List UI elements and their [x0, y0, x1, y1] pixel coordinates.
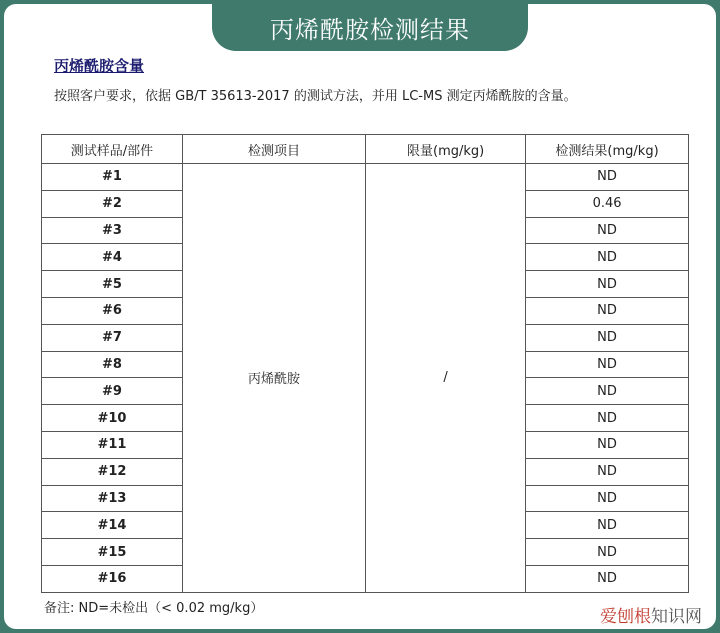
cell-result: ND [526, 324, 689, 351]
footnote: 备注: ND=未检出（< 0.02 mg/kg） [44, 601, 264, 616]
cell-sample: #12 [42, 458, 183, 485]
cell-result: ND [526, 217, 689, 244]
watermark-part2: 知识网 [651, 607, 702, 627]
header-sample: 测试样品/部件 [42, 135, 183, 164]
intro-text: 按照客户要求，依据 GB/T 35613-2017 的测试方法，并用 LC-MS 测定丙烯酰胺的含量。 [54, 89, 577, 104]
cell-result: ND [526, 351, 689, 378]
cell-sample: #16 [42, 565, 183, 592]
cell-result: ND [526, 512, 689, 539]
cell-item: 丙烯酰胺 [182, 164, 365, 593]
cell-sample: #6 [42, 297, 183, 324]
results-table [41, 134, 689, 593]
header-item: 检测项目 [182, 135, 365, 164]
cell-result: ND [526, 539, 689, 566]
cell-result: 0.46 [526, 190, 689, 217]
cell-sample: #14 [42, 512, 183, 539]
watermark [600, 602, 702, 627]
table-header-row [42, 135, 689, 164]
cell-sample: #11 [42, 431, 183, 458]
header-result: 检测结果(mg/kg) [526, 135, 689, 164]
cell-sample: #7 [42, 324, 183, 351]
watermark-part1: 爱刨根 [600, 607, 651, 627]
cell-result: ND [526, 431, 689, 458]
cell-sample: #2 [42, 190, 183, 217]
cell-sample: #5 [42, 271, 183, 298]
cell-sample: #15 [42, 539, 183, 566]
cell-result: ND [526, 458, 689, 485]
cell-result: ND [526, 405, 689, 432]
cell-result: ND [526, 164, 689, 191]
cell-sample: #13 [42, 485, 183, 512]
cell-limit: / [366, 164, 526, 593]
cell-result: ND [526, 378, 689, 405]
cell-result: ND [526, 271, 689, 298]
table-body [42, 164, 689, 593]
cell-result: ND [526, 244, 689, 271]
banner-title: 丙烯酰胺检测结果 [212, 4, 528, 51]
cell-sample: #10 [42, 405, 183, 432]
cell-result: ND [526, 485, 689, 512]
cell-sample: #8 [42, 351, 183, 378]
header-limit: 限量(mg/kg) [366, 135, 526, 164]
cell-sample: #9 [42, 378, 183, 405]
cell-result: ND [526, 565, 689, 592]
table-row [42, 164, 689, 191]
cell-result: ND [526, 297, 689, 324]
cell-sample: #4 [42, 244, 183, 271]
page-frame [4, 4, 716, 629]
section-title: 丙烯酰胺含量 [54, 57, 145, 75]
cell-sample: #3 [42, 217, 183, 244]
cell-sample: #1 [42, 164, 183, 191]
